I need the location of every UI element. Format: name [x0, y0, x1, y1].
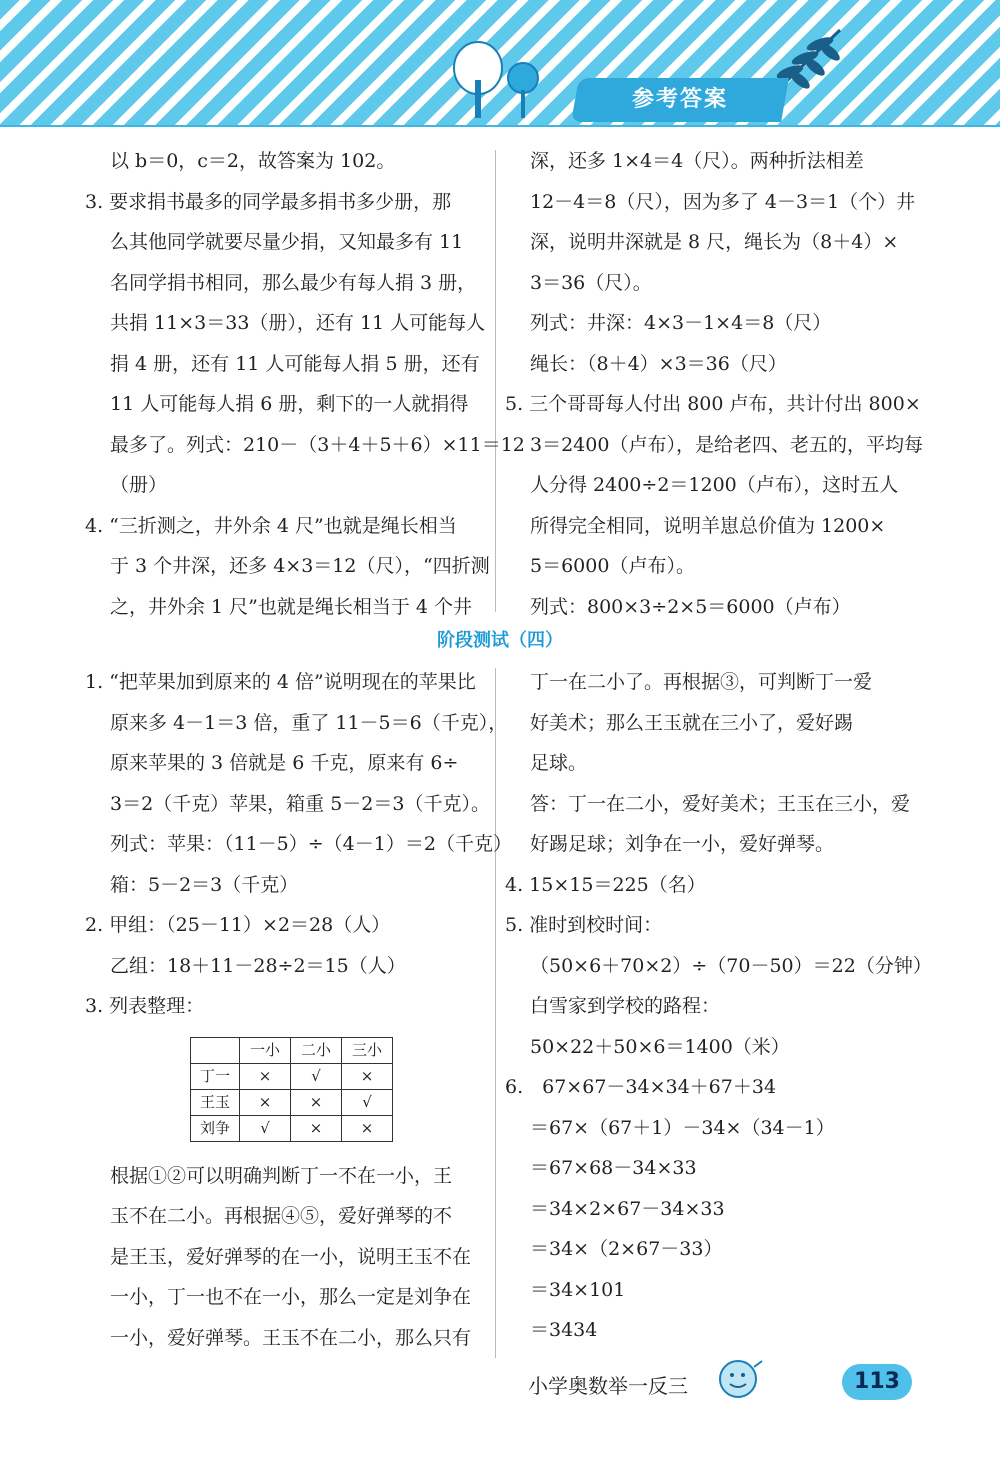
- logic-table: [190, 1037, 393, 1142]
- text-line: 是王玉，爱好弹琴的在一小，说明王玉不在: [110, 1245, 472, 1268]
- text-line: 白雪家到学校的路程：: [530, 995, 721, 1017]
- table-cell: [191, 1037, 240, 1063]
- text-line: 深，还多 1×4＝4（尺）。两种折法相差: [530, 150, 864, 172]
- text-line: 5. 三个哥哥每人付出 800 卢布，共计付出 800×: [505, 393, 921, 415]
- badge-label: 参考答案: [631, 87, 728, 112]
- right-column-bottom: [505, 662, 932, 1351]
- text-line: 50×22＋50×6＝1400（米）: [530, 1035, 790, 1058]
- text-line: 深，说明井深就是 8 尺，绳长为（8＋4）×: [530, 231, 899, 253]
- table-cell: 一小: [240, 1037, 291, 1063]
- text-line: 列式：苹果：（11－5）÷（4－1）＝2（千克）: [110, 833, 512, 855]
- text-line: 3. 要求捐书最多的同学最多捐书多少册，那: [85, 190, 452, 213]
- page-number: 113: [842, 1364, 912, 1400]
- text-line: 11 人可能每人捐 6 册，剩下的一人就捐得: [110, 393, 469, 415]
- table-cell: 二小: [291, 1037, 342, 1063]
- text-line: 3＝2400（卢布），是给老四、老五的，平均每: [530, 433, 923, 456]
- text-line: 于 3 个井深，还多 4×3＝12（尺），“四折测: [110, 555, 490, 577]
- column-divider-top: [495, 150, 496, 612]
- table-cell: √: [291, 1063, 342, 1089]
- text-line: 名同学捐书相同，那么最少有每人捐 3 册，: [110, 271, 477, 294]
- table-cell: ×: [342, 1115, 393, 1141]
- text-line: 2. 甲组：（25－11）×2＝28（人）: [85, 914, 391, 936]
- tree-icon: [448, 40, 548, 120]
- text-line: 答：丁一在二小，爱好美术；王玉在三小，爱: [530, 792, 911, 815]
- text-line: 箱：5－2＝3（千克）: [110, 873, 299, 896]
- text-line: 4. 15×15＝225（名）: [505, 873, 706, 896]
- text-line: ＝3434: [530, 1319, 598, 1341]
- table-cell: ×: [240, 1089, 291, 1115]
- right-column-top: [505, 141, 923, 627]
- text-line: 列式：800×3÷2×5＝6000（卢布）: [530, 595, 851, 618]
- left-column-top: [85, 141, 525, 627]
- text-line: ＝34×（2×67－33）: [530, 1238, 723, 1260]
- text-line: 5＝6000（卢布）。: [530, 555, 695, 577]
- text-line: 一小，爱好弹琴。王玉不在二小，那么只有: [110, 1326, 472, 1349]
- text-line: 12－4＝8（尺），因为多了 4－3＝1（个）井: [530, 190, 916, 213]
- text-line: 乙组：18＋11－28÷2＝15（人）: [110, 954, 406, 977]
- text-line: 玉不在二小。再根据④⑤，爱好弹琴的不: [110, 1205, 453, 1227]
- text-line: ＝67×68－34×33: [530, 1157, 697, 1179]
- text-line: 共捐 11×3＝33（册），还有 11 人可能每人: [110, 312, 486, 334]
- table-cell: ×: [291, 1115, 342, 1141]
- text-line: 原来苹果的 3 倍就是 6 千克，原来有 6÷: [110, 752, 459, 774]
- text-line: ＝34×2×67－34×33: [530, 1197, 725, 1220]
- text-line: （50×6＋70×2）÷（70－50）＝22（分钟）: [530, 954, 932, 977]
- text-line: 之，井外余 1 尺”也就是绳长相当于 4 个井: [110, 595, 473, 618]
- mascot-icon: [716, 1357, 764, 1401]
- table-cell: √: [342, 1089, 393, 1115]
- text-line: ＝67×（67＋1）－34×（34－1）: [530, 1116, 835, 1139]
- text-line: 6. 67×67－34×34＋67＋34: [505, 1076, 777, 1098]
- text-line: 以 b＝0，c＝2，故答案为 102。: [110, 150, 396, 172]
- text-line: 根据①②可以明确判断丁一不在一小，王: [110, 1164, 453, 1187]
- text-line: 丁一在二小了。再根据③，可判断丁一爱: [530, 671, 873, 693]
- table-header-row: [191, 1037, 393, 1063]
- table-cell: ×: [342, 1063, 393, 1089]
- table-cell: 三小: [342, 1037, 393, 1063]
- text-line: 捐 4 册，还有 11 人可能每人捐 5 册，还有: [110, 352, 480, 375]
- text-line: 最多了。列式：210－（3＋4＋5＋6）×11＝12: [110, 433, 525, 456]
- text-line: 4. “三折测之，井外余 4 尺”也就是绳长相当: [85, 514, 457, 537]
- text-line: 3. 列表整理：: [85, 995, 205, 1017]
- text-line: 5. 准时到校时间：: [505, 914, 663, 936]
- table-cell: √: [240, 1115, 291, 1141]
- text-line: 3＝36（尺）。: [530, 271, 652, 294]
- text-line: 所得完全相同，说明羊崽总价值为 1200×: [530, 514, 886, 537]
- text-line: 么其他同学就要尽量少捐，又知最多有 11: [110, 231, 464, 253]
- text-line: ＝34×101: [530, 1278, 626, 1301]
- section-title: 阶段测试（四）: [437, 630, 563, 651]
- text-line: 好美术；那么王玉就在三小了，爱好踢: [530, 711, 854, 734]
- column-divider-bottom: [495, 668, 496, 1358]
- table-cell: 丁一: [191, 1063, 240, 1089]
- text-line: （册）: [110, 474, 168, 496]
- table-row: [191, 1089, 393, 1115]
- book-title: 小学奥数举一反三: [528, 1374, 688, 1398]
- table-cell: ×: [291, 1089, 342, 1115]
- table-cell: 王玉: [191, 1089, 240, 1115]
- text-line: 3＝2（千克）苹果，箱重 5－2＝3（千克）。: [110, 792, 490, 815]
- left-column-bottom: [85, 662, 512, 1358]
- text-line: 列式：井深：4×3－1×4＝8（尺）: [530, 312, 832, 334]
- text-line: 人分得 2400÷2＝1200（卢布），这时五人: [530, 474, 899, 496]
- table-cell: ×: [240, 1063, 291, 1089]
- page-header: [0, 0, 1000, 127]
- text-line: 足球。: [530, 752, 588, 774]
- table-row: [191, 1063, 393, 1089]
- text-line: 绳长：（8＋4）×3＝36（尺）: [530, 352, 787, 375]
- text-line: 1. “把苹果加到原来的 4 倍”说明现在的苹果比: [85, 671, 476, 693]
- table-row: [191, 1115, 393, 1141]
- text-line: 好踢足球；刘争在一小，爱好弹琴。: [530, 833, 835, 855]
- answer-key-badge: [571, 78, 789, 122]
- text-line: 一小，丁一也不在一小，那么一定是刘争在: [110, 1286, 472, 1308]
- table-cell: 刘争: [191, 1115, 240, 1141]
- text-line: 原来多 4－1＝3 倍，重了 11－5＝6（千克），: [110, 711, 508, 734]
